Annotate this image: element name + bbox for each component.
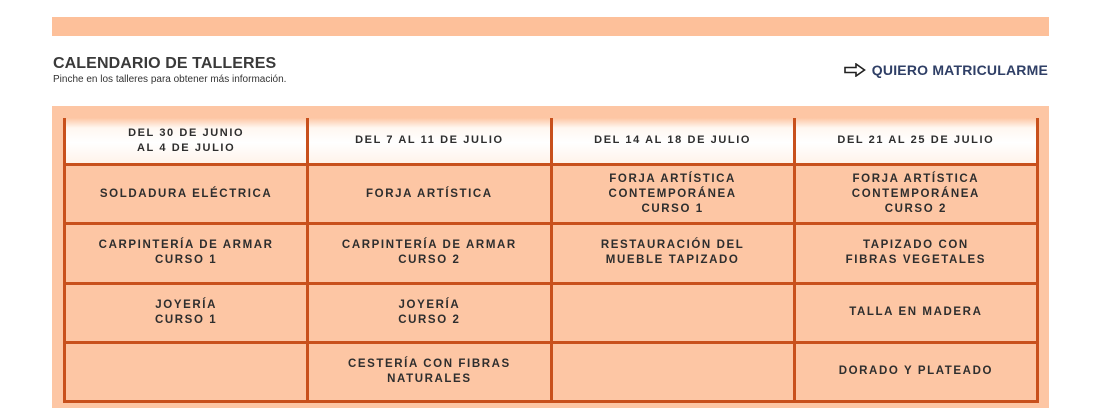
- cell-text-line: DEL 7 AL 11 DE JULIO: [355, 134, 504, 146]
- workshop-calendar-table: [63, 118, 1039, 403]
- week-header: [794, 118, 1037, 165]
- cell-text-line: CESTERÍA CON FIBRAS: [347, 357, 511, 370]
- heading-block: [53, 55, 286, 86]
- cell-text-line: CURSO 2: [884, 202, 948, 215]
- page-title: CALENDARIO DE TALLERES: [53, 55, 277, 72]
- cell-text-line: FORJA ARTÍSTICA: [366, 187, 493, 200]
- cell-text-line: FORJA ARTÍSTICA: [609, 172, 736, 185]
- cell-text-line: CURSO 1: [154, 313, 218, 326]
- workshop-cell[interactable]: [551, 165, 794, 224]
- cell-text-line: JOYERÍA: [155, 298, 217, 311]
- week-header: [65, 118, 308, 165]
- workshop-cell[interactable]: [794, 342, 1037, 401]
- week-header: [308, 118, 551, 165]
- cell-text-line: MUEBLE TAPIZADO: [605, 254, 740, 267]
- cell-text-line: SOLDADURA ELÉCTRICA: [99, 187, 273, 200]
- cell-text-line: CURSO 1: [641, 202, 704, 215]
- cell-text-line: DEL 30 DE JUNIO: [128, 126, 245, 139]
- enroll-link[interactable]: [844, 62, 1048, 78]
- cell-text-line: DORADO Y PLATEADO: [838, 365, 994, 378]
- cell-text-line: CURSO 1: [154, 254, 218, 267]
- cell-text-line: DEL 21 AL 25 DE JULIO: [837, 134, 995, 146]
- cell-text-line: CURSO 2: [398, 254, 461, 267]
- cell-text-line: DEL 14 AL 18 DE JULIO: [594, 134, 752, 146]
- workshop-cell[interactable]: [794, 224, 1037, 283]
- cell-text-line: FORJA ARTÍSTICA: [852, 172, 980, 185]
- cell-text-line: CARPINTERÍA DE ARMAR: [341, 239, 517, 252]
- cell-text-line: TALLA EN MADERA: [849, 306, 983, 319]
- calendar-panel: [52, 106, 1049, 408]
- cell-text-line: JOYERÍA: [398, 298, 461, 311]
- empty-cell: [551, 342, 794, 401]
- workshop-cell[interactable]: [308, 224, 551, 283]
- workshop-cell[interactable]: [308, 283, 551, 342]
- workshop-cell[interactable]: [65, 165, 308, 224]
- workshop-cell[interactable]: [794, 165, 1037, 224]
- top-banner-bar: [52, 17, 1049, 36]
- workshop-row: [65, 165, 1038, 224]
- right-arrow-outline-icon: [844, 63, 866, 77]
- workshop-cell[interactable]: [65, 224, 308, 283]
- cell-text-line: CONTEMPORÁNEA: [608, 187, 737, 200]
- cell-text-line: CARPINTERÍA DE ARMAR: [98, 239, 274, 252]
- workshop-cell[interactable]: [65, 283, 308, 342]
- workshop-cell[interactable]: [308, 342, 551, 401]
- page-subtitle: Pinche en los talleres para obtener más información.: [53, 74, 287, 85]
- cell-text-line: TAPIZADO CON: [862, 239, 969, 252]
- cell-text-line: NATURALES: [387, 372, 472, 385]
- workshop-cell[interactable]: [551, 224, 794, 283]
- cell-text-line: CONTEMPORÁNEA: [851, 187, 980, 200]
- workshop-row: [65, 342, 1038, 401]
- enroll-label: QUIERO MATRICULARME: [871, 62, 1048, 78]
- cell-text-line: FIBRAS VEGETALES: [845, 254, 987, 267]
- empty-cell: [551, 283, 794, 342]
- cell-text-line: AL 4 DE JULIO: [137, 141, 236, 154]
- workshop-cell[interactable]: [308, 165, 551, 224]
- workshop-cell[interactable]: [794, 283, 1037, 342]
- workshop-row: [65, 224, 1038, 283]
- cell-text-line: CURSO 2: [398, 313, 461, 326]
- workshop-row: [65, 283, 1038, 342]
- empty-cell: [65, 342, 308, 401]
- cell-text-line: RESTAURACIÓN DEL: [600, 239, 745, 252]
- week-header: [551, 118, 794, 165]
- week-header-row: [65, 118, 1038, 165]
